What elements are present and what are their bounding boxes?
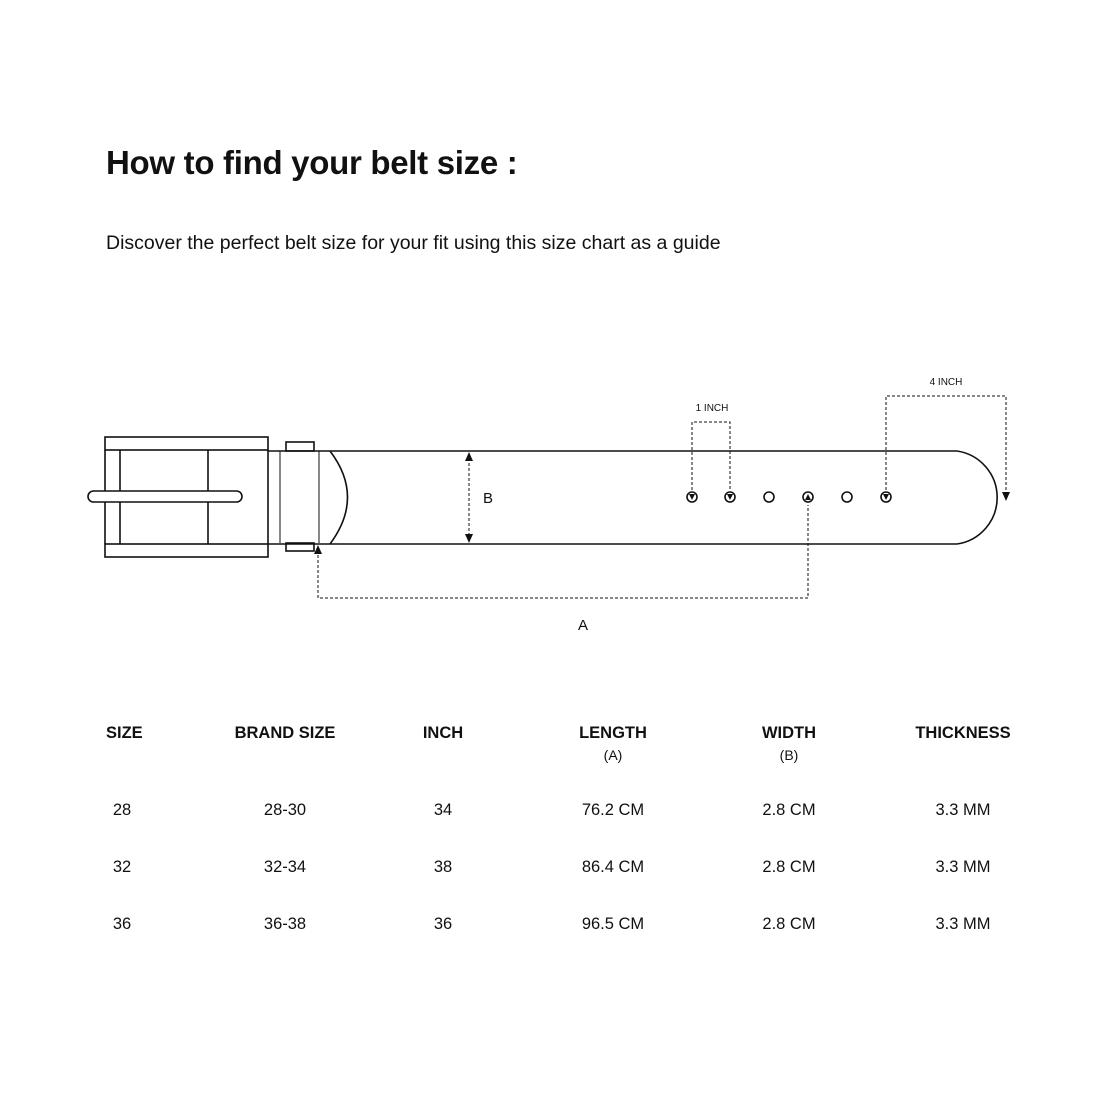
buckle-frame-bottom bbox=[105, 544, 268, 557]
b-arrow-bottom bbox=[465, 534, 473, 543]
table-cell: 38 bbox=[433, 858, 453, 876]
table-cell: 76.2 CM bbox=[581, 801, 645, 819]
table-cell: 28-30 bbox=[263, 801, 307, 819]
page-title: How to find your belt size : bbox=[106, 144, 518, 181]
header-length: LENGTH bbox=[579, 724, 647, 742]
table-cell: 36 bbox=[112, 915, 132, 933]
header-width: WIDTH bbox=[761, 724, 817, 742]
table-cell: 3.3 MM bbox=[935, 915, 991, 933]
table-cell: 34 bbox=[433, 801, 453, 819]
one-inch-bracket bbox=[692, 422, 730, 490]
page-subtitle: Discover the perfect belt size for your fit using this size chart as a guide bbox=[106, 232, 721, 254]
four-inch-bracket bbox=[886, 396, 1006, 496]
table-cell: 86.4 CM bbox=[581, 858, 645, 876]
belt-hole bbox=[842, 492, 852, 502]
dimension-b-label: B bbox=[483, 490, 494, 507]
header-thickness: THICKNESS bbox=[915, 724, 1011, 742]
arrow-marker bbox=[689, 494, 695, 500]
table-cell: 36 bbox=[433, 915, 453, 933]
dimension-a-line bbox=[318, 505, 808, 598]
four-inch-arrow bbox=[1002, 492, 1010, 501]
table-cell: 28 bbox=[112, 801, 132, 819]
a-arrow-start bbox=[314, 545, 322, 554]
table-cell: 96.5 CM bbox=[581, 915, 645, 933]
table-cell: 36-38 bbox=[263, 915, 307, 933]
buckle-frame-top bbox=[105, 437, 268, 450]
dimension-a-label: A bbox=[577, 617, 589, 634]
table-cell: 32 bbox=[112, 858, 132, 876]
strap-fold-curve bbox=[330, 451, 348, 544]
buckle-prong bbox=[88, 491, 242, 502]
table-cell: 2.8 CM bbox=[762, 858, 816, 876]
table-cell: 32-34 bbox=[263, 858, 307, 876]
belt-strap bbox=[268, 451, 997, 544]
table-cell: 3.3 MM bbox=[935, 801, 991, 819]
b-arrow-top bbox=[465, 452, 473, 461]
header-inch: INCH bbox=[422, 724, 464, 742]
arrow-marker bbox=[727, 494, 733, 500]
header-length-sub: (A) bbox=[603, 747, 623, 763]
table-cell: 3.3 MM bbox=[935, 858, 991, 876]
keeper-loop-top bbox=[286, 442, 314, 451]
four-inch-label: 4 INCH bbox=[929, 377, 963, 388]
header-brand-size: BRAND SIZE bbox=[234, 724, 336, 742]
arrow-marker bbox=[805, 494, 811, 500]
table-cell: 2.8 CM bbox=[762, 915, 816, 933]
header-width-sub: (B) bbox=[779, 747, 799, 763]
header-size: SIZE bbox=[106, 724, 143, 742]
one-inch-label: 1 INCH bbox=[695, 403, 729, 414]
table-cell: 2.8 CM bbox=[762, 801, 816, 819]
belt-hole bbox=[764, 492, 774, 502]
arrow-marker bbox=[883, 494, 889, 500]
